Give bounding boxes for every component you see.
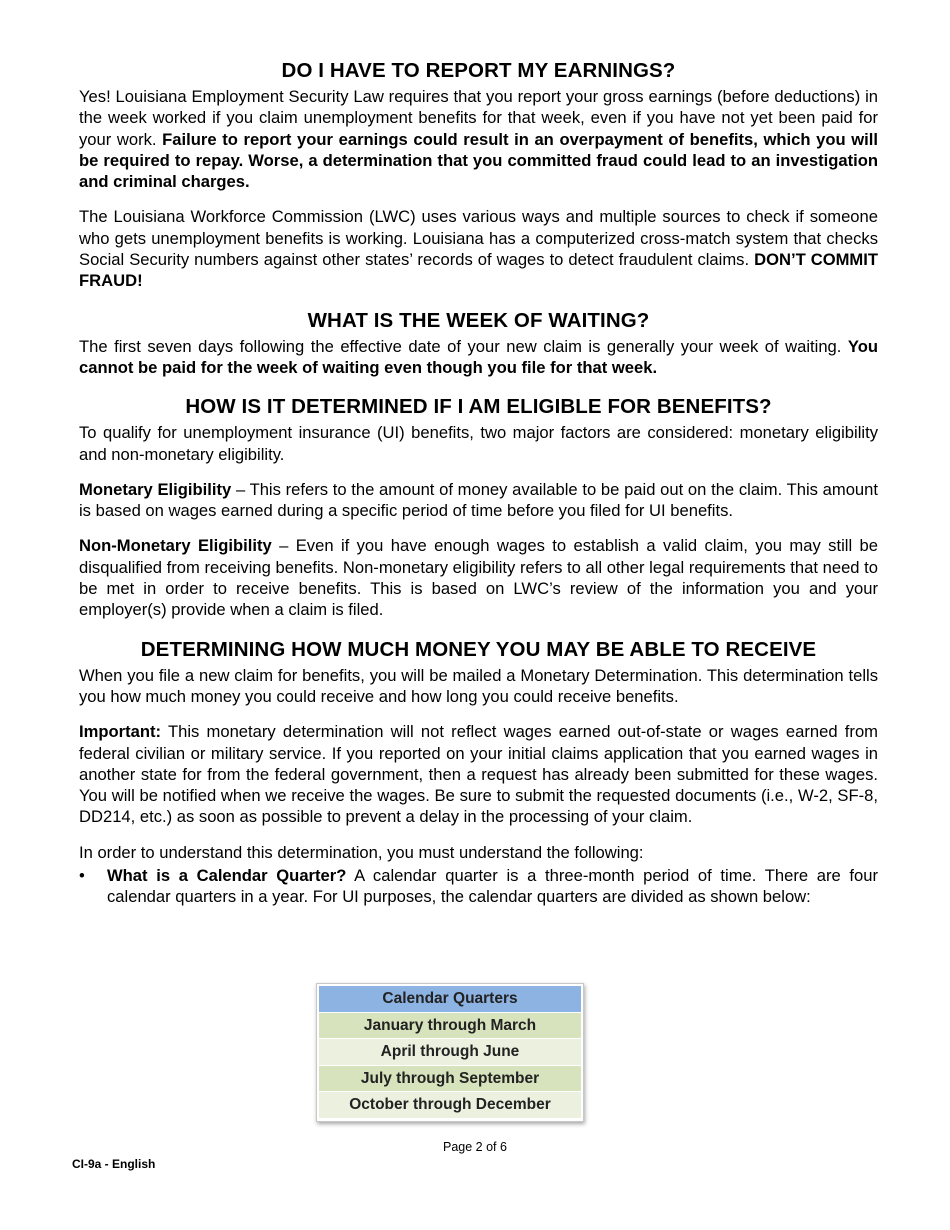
heading-report-earnings: DO I HAVE TO REPORT MY EARNINGS? <box>281 59 676 82</box>
paragraph-week-of-waiting: The first seven days following the effective date of your new claim is generally your week of waiting. You cannot be paid for the week of waiting even though you file for that week. <box>79 336 878 377</box>
paragraph-eligibility-intro: To qualify for unemployment insurance (UI) benefits, two major factors are considered: monetary eligibility and non-monetary eligibility. <box>79 423 878 464</box>
heading-determining-money: DETERMINING HOW MUCH MONEY YOU MAY BE ABLE TO RECEIVE <box>140 637 817 661</box>
calendar-quarter-row: April through June <box>319 1039 581 1065</box>
heading-week-of-waiting: WHAT IS THE WEEK OF WAITING? <box>307 308 650 332</box>
paragraph-monetary-determination: When you file a new claim for benefits, you will be mailed a Monetary Determination. This determination tells you how much money you could receive and how long you could receive benefits. <box>79 665 878 706</box>
calendar-quarter-row: July through September <box>319 1066 581 1092</box>
list-item-calendar-quarter: • What is a Calendar Quarter? A calendar quarter is a three-month period of time. There are four calendar quarters in a year. For UI purposes, the calendar quarters are divided as shown below: <box>79 866 878 907</box>
paragraph-lwc-crossmatch: The Louisiana Workforce Commission (LWC) uses various ways and multiple sources to check if someone who gets unemployment benefits is working. Louisiana has a computerized cross-match system that checks Social Security numbers against other states’ records of wages to detect fraudulent claims. DON’T COMMIT FRAUD! <box>79 207 879 291</box>
document-page <box>79 58 878 908</box>
calendar-quarter-row: January through March <box>319 1013 581 1039</box>
paragraph-important: Important: This monetary determination will not reflect wages earned out-of-state or wages earned from federal civilian or military service. If you reported on your initial claims application that you earned wages in another state for from the federal government, then a request has already been submitted for these wages. You will be notified when we receive the wages. Be sure to submit the requested documents (i.e., W-2, SF-8, DD214, etc.) as soon as possible to prevent a delay in the processing of your claim. <box>79 722 878 827</box>
paragraph-report-earnings: Yes! Louisiana Employment Security Law requires that you report your gross earnings (before deductions) in the week worked if you claim unemployment benefits for that week, even if you have not yet been paid for your work. Failure to report your earnings could result in an overpayment of benefits, which you will be required to repay. Worse, a determination that you committed fraud could lead to an investigation and criminal charges. <box>79 87 878 192</box>
document-id: CI-9a - English <box>72 1157 156 1171</box>
paragraph-monetary-eligibility: Monetary Eligibility – This refers to the amount of money available to be paid out on the claim. This amount is based on wages earned during a specific period of time before you filed for UI benefits. <box>79 479 878 521</box>
page-number: Page 2 of 6 <box>443 1140 507 1154</box>
calendar-quarters-header: Calendar Quarters <box>319 986 581 1012</box>
bullet-icon: • <box>79 866 85 886</box>
paragraph-understand: In order to understand this determination, you must understand the following: <box>79 842 644 862</box>
calendar-quarters-table <box>316 983 584 1122</box>
definition-list <box>79 865 878 908</box>
paragraph-nonmonetary-eligibility: Non-Monetary Eligibility – Even if you have enough wages to establish a valid claim, you may still be disqualified from receiving benefits. Non-monetary eligibility refers to all other legal requirements that need to be met in order to receive benefits. This is based on LWC’s review of the information you and your employer(s) provide when a claim is filed. <box>79 536 878 620</box>
calendar-quarter-row: October through December <box>319 1092 581 1118</box>
heading-eligibility: HOW IS IT DETERMINED IF I AM ELIGIBLE FOR BENEFITS? <box>185 395 772 419</box>
